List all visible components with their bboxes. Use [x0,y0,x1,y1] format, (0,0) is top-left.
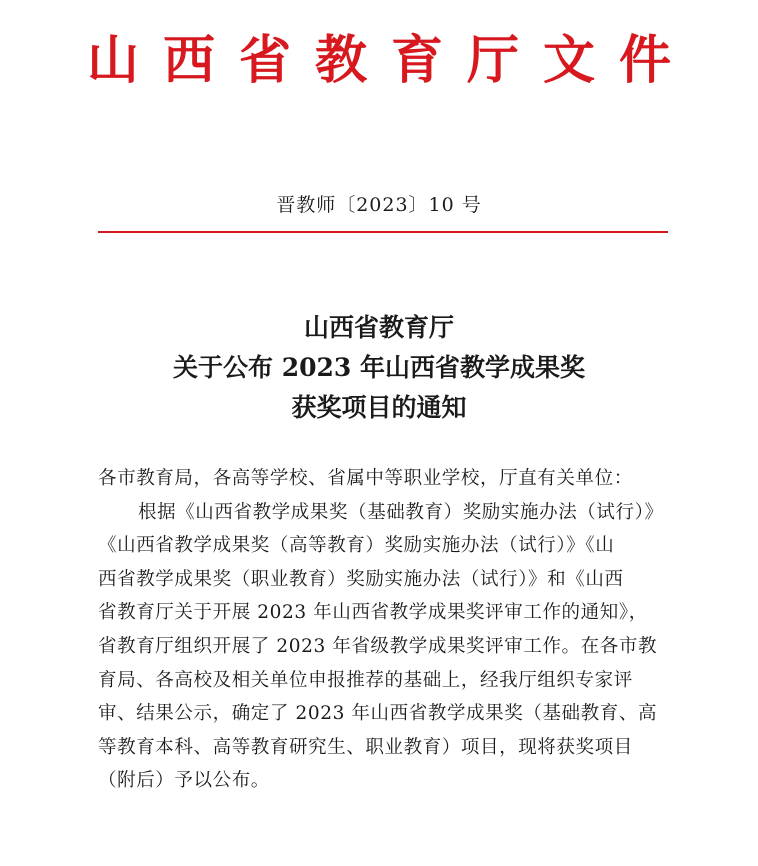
notice-body [98,462,678,798]
body-line: （附后）予以公布。 [98,770,270,792]
addressee-line: 各市教育局，各高等学校、省属中等职业学校，厅直有关单位： [98,468,633,489]
notice-title-line-1: 山西省教育厅 [303,313,454,342]
body-line: 育局、各高校及相关单位申报推荐的基础上，经我厅组织专家评 [98,669,633,691]
notice-title-line-3: 获奖项目的通知 [291,393,467,422]
body-line: 根据《山西省教学成果奖（基础教育）奖励实施办法（试行）》 [138,501,664,523]
body-line: 省教育厅关于开展 2023 年山西省教学成果奖评审工作的通知》， [98,602,648,624]
notice-title-line-2: 关于公布 2023 年山西省教学成果奖 [173,353,585,382]
body-line: 等教育本科、高等教育研究生、职业教育）项目，现将获奖项目 [98,736,633,758]
body-line: 审、结果公示，确定了 2023 年山西省教学成果奖（基础教育、高 [98,703,658,725]
issuer-header-title: 山西省教育厅文件 [86,30,695,91]
body-line: 西省教学成果奖（职业教育）奖励实施办法（试行）》和《山西 [98,568,624,590]
body-line: 省教育厅组织开展了 2023 年省级教学成果奖评审工作。在各市教 [98,635,658,657]
notice-title [0,308,758,428]
document-number: 晋教师〔2023〕10 号 [276,194,482,216]
body-line: 《山西省教学成果奖（高等教育）奖励实施办法（试行）》《山 [98,535,615,557]
red-divider-line [98,231,668,233]
